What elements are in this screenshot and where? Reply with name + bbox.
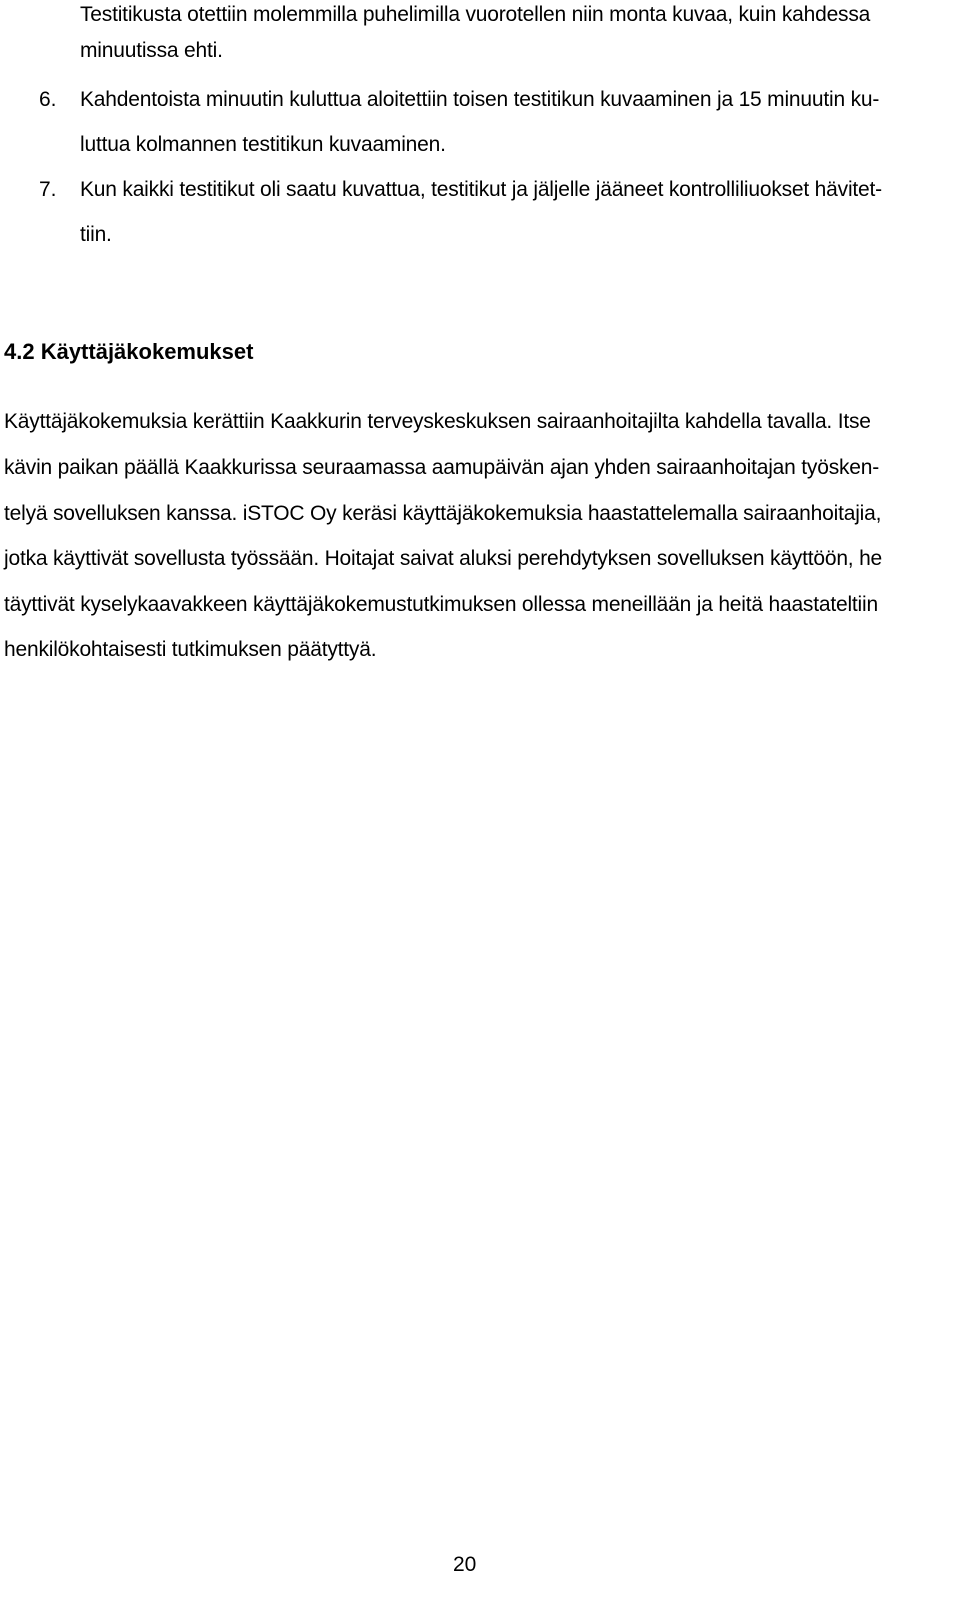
list-item-number: 6.: [39, 88, 57, 111]
paragraph-line: henkilökohtaisesti tutkimuksen päätyttyä.: [4, 638, 377, 661]
section-heading: 4.2 Käyttäjäkokemukset: [4, 339, 254, 364]
list-continuation-line: Testitikusta otettiin molemmilla puhelimilla vuorotellen niin monta kuvaa, kuin kahdessa: [80, 3, 871, 26]
list-item-line: Kahdentoista minuutin kuluttua aloitettiin toisen testitikun kuvaaminen ja 15 minuutin ku-: [80, 88, 880, 111]
paragraph-line: jotka käyttivät sovellusta työssään. Hoitajat saivat aluksi perehdytyksen sovelluksen käyttöön, he: [4, 547, 883, 570]
paragraph-line: täyttivät kyselykaavakkeen käyttäjäkokemustutkimuksen ollessa meneillään ja heitä haastateltiin: [4, 593, 878, 616]
paragraph-line: telyä sovelluksen kanssa. iSTOC Oy keräsi käyttäjäkokemuksia haastattelemalla sairaanhoitajia,: [4, 502, 882, 525]
list-item-line: luttua kolmannen testitikun kuvaaminen.: [80, 133, 446, 156]
list-item-line: Kun kaikki testitikut oli saatu kuvattua, testitikut ja jäljelle jääneet kontrolliliuokset hävitet-: [80, 178, 882, 201]
paragraph-line: Käyttäjäkokemuksia kerättiin Kaakkurin terveyskeskuksen sairaanhoitajilta kahdella tavalla. Itse: [4, 410, 871, 433]
list-item-line: tiin.: [80, 223, 112, 246]
list-item-number: 7.: [39, 178, 57, 201]
paragraph-line: kävin paikan päällä Kaakkurissa seuraamassa aamupäivän ajan yhden sairaanhoitajan työsken-: [4, 456, 880, 479]
page-number: 20: [453, 1553, 477, 1576]
list-continuation-line: minuutissa ehti.: [80, 39, 223, 62]
